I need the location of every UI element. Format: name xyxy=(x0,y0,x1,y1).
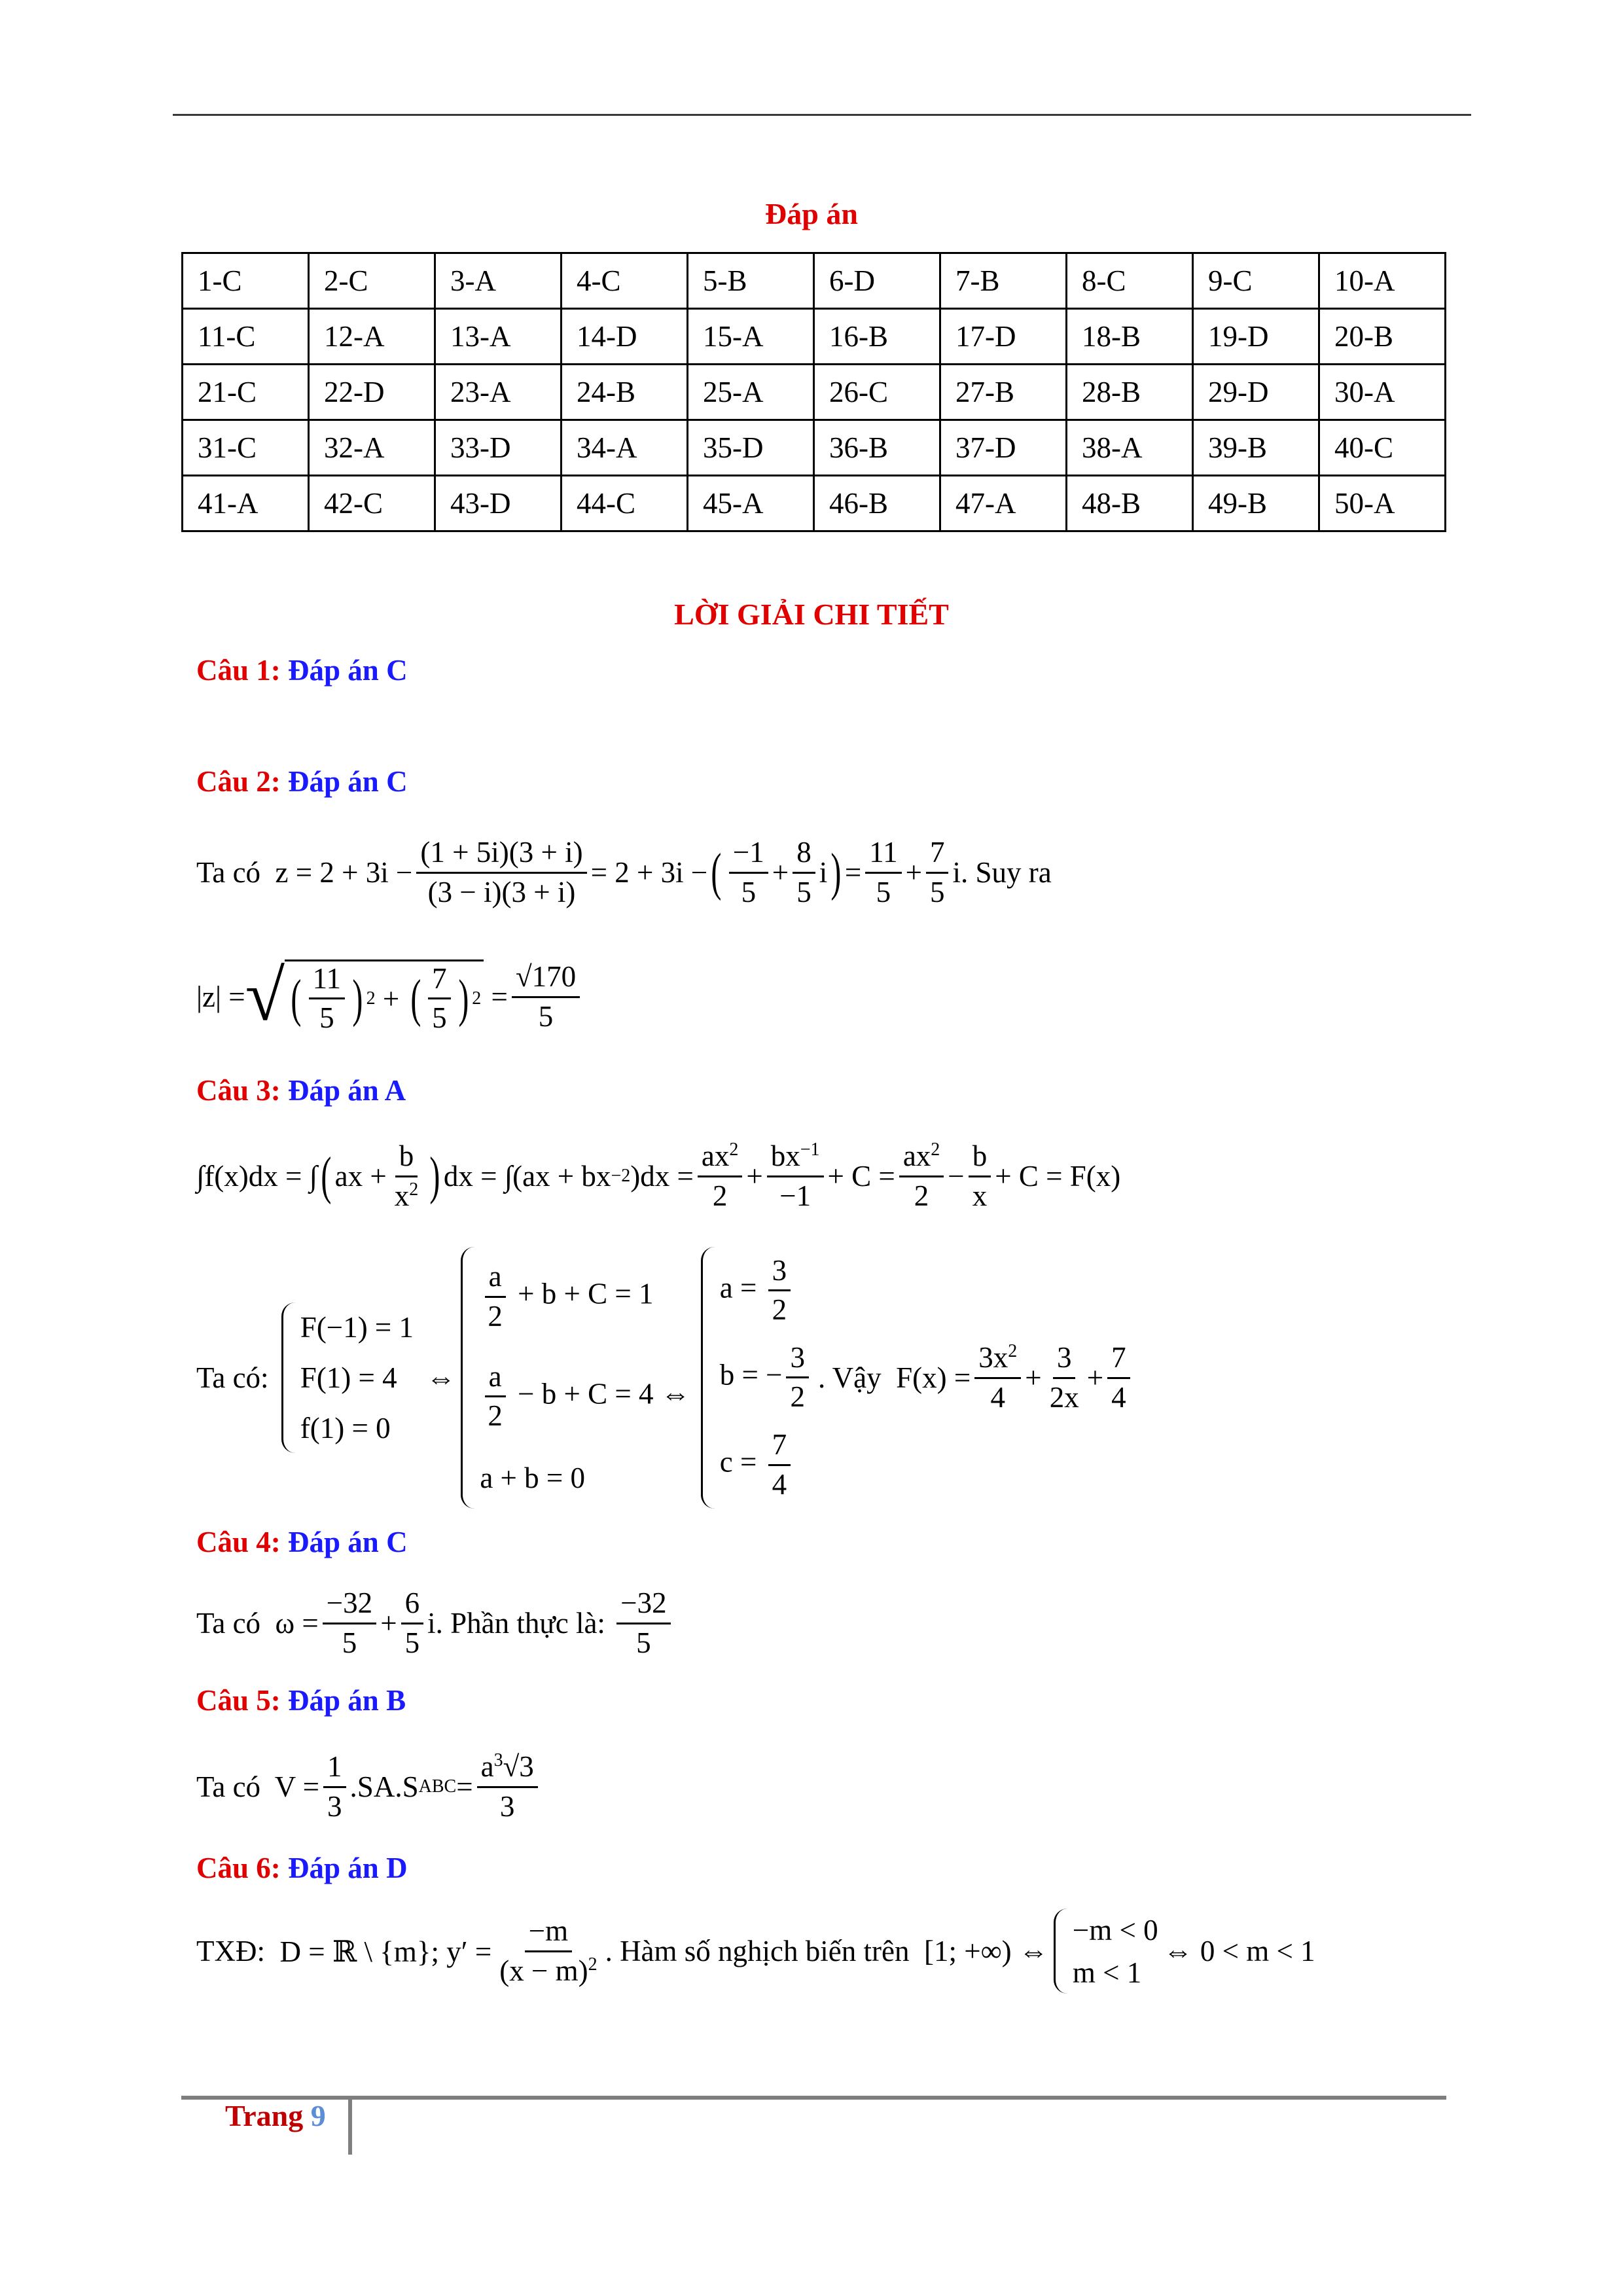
answer-cell: 14-D xyxy=(562,309,688,365)
answer-row xyxy=(183,365,1446,420)
question-2-line-2: |z| = √ ( $\frac{11}{5}$ ) 2 + ( $\frac{7}{5}$ ) 2 = $\frac{√170}{5}$ xyxy=(196,948,584,1046)
answer-cell: 33-D xyxy=(435,420,562,476)
footer-divider xyxy=(348,2096,352,2155)
question-3-line-2: Ta có: F(−1) = 1 F(1) = 4 f(1) = 0 ⇔ $\frac{a}{2}$ + b + C = 1 $\frac{a}{2}$ − b + C = 4 ⇔ a + b = 0 a = $\frac{3}{2}$ b = − $\frac{3}{2}$ c = $\frac{7}{4}$ . Vậy F(x) = $\frac{3x^2}{4}$ + $\frac{3}{2x}$ + $\frac{7}{4}$ xyxy=(196,1244,1134,1512)
answer-cell: 16-B xyxy=(814,309,940,365)
answer-cell: 50-A xyxy=(1319,476,1446,531)
answer-cell: 36-B xyxy=(814,420,940,476)
question-2-heading: Câu 2: Đáp án C xyxy=(196,765,408,798)
answer-cell: 21-C xyxy=(183,365,309,420)
answer-row xyxy=(183,253,1446,309)
answer-cell: 31-C xyxy=(183,420,309,476)
answer-cell: 27-B xyxy=(940,365,1067,420)
answer-row xyxy=(183,476,1446,531)
answer-cell: 28-B xyxy=(1067,365,1193,420)
answer-cell: 10-A xyxy=(1319,253,1446,309)
question-3-line-1: ∫f(x)dx = ∫ ( ax + $\frac{b}{x^2}$ ) dx = ∫(ax + bx −2 )dx = $\frac{ax^2}{2}$ + $\frac{bx^{-1}}{-1}$ + C = $\frac{ax^2}{2}$ − $\frac{b}{x}$ + C = F(x) xyxy=(196,1139,1121,1212)
question-4-heading: Câu 4: Đáp án C xyxy=(196,1526,408,1558)
answer-cell: 48-B xyxy=(1067,476,1193,531)
answer-cell: 49-B xyxy=(1193,476,1319,531)
answer-cell: 3-A xyxy=(435,253,562,309)
answer-cell: 29-D xyxy=(1193,365,1319,420)
answer-cell: 6-D xyxy=(814,253,940,309)
solutions-title: LỜI GIẢI CHI TIẾT xyxy=(674,598,949,631)
answer-cell: 1-C xyxy=(183,253,309,309)
question-5-line-1: Ta có V = $\frac{1}{3}$ .SA.S ABC = $\frac{a^3√3}{3}$ xyxy=(196,1741,542,1833)
answer-row xyxy=(183,420,1446,476)
question-5-heading: Câu 5: Đáp án B xyxy=(196,1684,406,1717)
answer-cell: 25-A xyxy=(688,365,814,420)
answer-cell: 42-C xyxy=(309,476,435,531)
answer-cell: 22-D xyxy=(309,365,435,420)
answer-cell: 37-D xyxy=(940,420,1067,476)
answer-cell: 24-B xyxy=(562,365,688,420)
question-2-line-1: Ta có z = 2 + 3i − $\frac{(1 + 5i)(3 + i)}{(3 - i)(3 + i)}$ = 2 + 3i − ( $\frac{-1}{5}$ + $\frac{8}{5}$ i ) = $\frac{11}{5}$ + $\frac{7}{5}$ i . Suy ra xyxy=(196,836,1052,908)
answer-cell: 41-A xyxy=(183,476,309,531)
answer-cell: 7-B xyxy=(940,253,1067,309)
question-1-heading: Câu 1: Đáp án C xyxy=(196,654,408,687)
answer-cell: 44-C xyxy=(562,476,688,531)
answer-cell: 15-A xyxy=(688,309,814,365)
answer-cell: 45-A xyxy=(688,476,814,531)
question-4-line-1: Ta có ω = $\frac{-32}{5}$ + $\frac{6}{5}$ i . Phần thực là: $\frac{-32}{5}$ xyxy=(196,1577,675,1669)
answer-cell: 35-D xyxy=(688,420,814,476)
question-6-heading: Câu 6: Đáp án D xyxy=(196,1852,408,1884)
answer-cell: 12-A xyxy=(309,309,435,365)
answer-cell: 40-C xyxy=(1319,420,1446,476)
answer-cell: 23-A xyxy=(435,365,562,420)
question-3-heading: Câu 3: Đáp án A xyxy=(196,1074,406,1107)
answer-cell: 30-A xyxy=(1319,365,1446,420)
answer-cell: 2-C xyxy=(309,253,435,309)
answer-cell: 34-A xyxy=(562,420,688,476)
answer-cell: 39-B xyxy=(1193,420,1319,476)
answer-cell: 8-C xyxy=(1067,253,1193,309)
answer-key-heading: Đáp án xyxy=(765,197,858,230)
answer-cell: 5-B xyxy=(688,253,814,309)
answer-cell: 4-C xyxy=(562,253,688,309)
answer-cell: 26-C xyxy=(814,365,940,420)
answer-cell: 17-D xyxy=(940,309,1067,365)
answer-row xyxy=(183,309,1446,365)
answer-cell: 47-A xyxy=(940,476,1067,531)
question-6-line-1: TXĐ: D = ℝ \ {m}; y′ = $\frac{-m}{(x - m)^2}$ . Hàm số nghịch biến trên [1; +∞) ⇔ −m < 0 m < 1 ⇔ 0 < m < 1 xyxy=(196,1902,1315,2000)
answer-cell: 11-C xyxy=(183,309,309,365)
footer-rule xyxy=(181,2096,1446,2100)
answer-cell: 19-D xyxy=(1193,309,1319,365)
answer-table xyxy=(181,252,1446,532)
answer-cell: 32-A xyxy=(309,420,435,476)
answer-cell: 46-B xyxy=(814,476,940,531)
answer-cell: 20-B xyxy=(1319,309,1446,365)
answer-cell: 13-A xyxy=(435,309,562,365)
answer-cell: 9-C xyxy=(1193,253,1319,309)
answer-cell: 38-A xyxy=(1067,420,1193,476)
answer-cell: 18-B xyxy=(1067,309,1193,365)
header-rule xyxy=(173,114,1471,116)
answer-cell: 43-D xyxy=(435,476,562,531)
page-number: Trang 9 xyxy=(225,2099,326,2132)
